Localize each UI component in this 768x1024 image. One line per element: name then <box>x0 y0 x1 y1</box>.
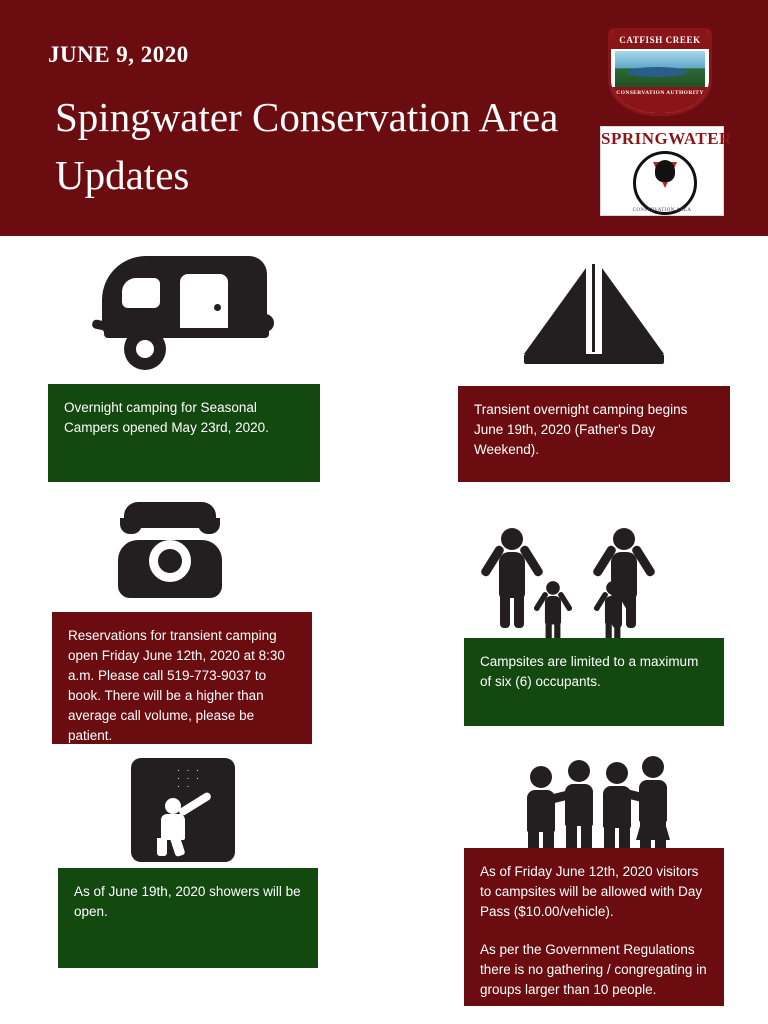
group-person-four <box>634 756 672 852</box>
shower-person-leg-left <box>157 838 167 856</box>
group-person-two <box>560 760 598 856</box>
trailer-door <box>180 274 228 336</box>
family-adult-left <box>484 528 540 622</box>
catfish-logo-top-text: CATFISH CREEK <box>611 31 709 49</box>
springwater-logo-wordmark: SPRINGWATER <box>601 129 732 148</box>
person-leg-right <box>626 594 636 628</box>
panel-text: Overnight camping for Seasonal Campers opened May 23rd, 2020. <box>64 400 269 435</box>
catfish-creek-logo <box>600 26 720 118</box>
telephone-dial <box>149 540 191 582</box>
trailer-door-knob <box>214 304 221 311</box>
trailer-rear-bumper <box>252 314 274 332</box>
springwater-logo-emblem-icon <box>633 151 697 215</box>
tent-base <box>524 354 664 364</box>
person-head <box>606 762 628 784</box>
panel-text-paragraph-2: As per the Government Regulations there is no gathering / congregating in groups larger than 10 people. <box>480 942 707 997</box>
shower-icon <box>131 758 235 862</box>
poster-header <box>0 0 768 236</box>
panel-day-pass <box>464 848 724 1006</box>
person-leg-left <box>500 594 510 628</box>
family-group-icon <box>484 512 698 622</box>
trailer-wheel <box>124 328 166 370</box>
panel-occupancy-limit <box>464 638 724 726</box>
person-torso <box>499 552 525 598</box>
person-leg-right <box>655 818 666 852</box>
shower-person-body <box>161 814 185 840</box>
person-head <box>530 766 552 788</box>
panel-text: Reservations for transient camping open Friday June 12th, 2020 at 8:30 a.m. Please call 519-773-9037 to book. There will be a higher than average call volume, please be patient. <box>68 628 285 743</box>
group-person-three <box>598 762 636 858</box>
springwater-logo <box>600 126 732 216</box>
panel-text: Transient overnight camping begins June 19th, 2020 (Father's Day Weekend). <box>474 402 688 457</box>
tent-icon <box>524 258 664 364</box>
person-head <box>568 760 590 782</box>
catfish-creek-shield-icon <box>608 28 712 116</box>
person-torso <box>565 784 593 826</box>
people-group-icon <box>516 752 676 862</box>
shower-person-head <box>165 798 181 814</box>
tent-pole <box>592 264 595 352</box>
camper-trailer-icon <box>92 256 282 366</box>
person-torso <box>545 596 561 625</box>
telephone-handset <box>124 502 216 528</box>
person-torso <box>527 790 555 832</box>
person-torso <box>611 552 637 598</box>
person-leg-left <box>612 594 622 628</box>
trailer-window <box>122 278 160 308</box>
person-leg-right <box>514 594 524 628</box>
person-head <box>642 756 664 778</box>
springwater-logo-subtext: CONSERVATION AREA <box>632 208 692 213</box>
catfish-logo-bottom-text: CONSERVATION AUTHORITY <box>611 87 709 113</box>
panel-reservations <box>52 612 312 744</box>
tent-right-panel <box>602 268 664 354</box>
catfish-logo-artwork <box>615 51 705 89</box>
panel-text-paragraph-1: As of Friday June 12th, 2020 visitors to campsites will be allowed with Day Pass ($10.00/vehicle). <box>480 864 703 919</box>
shower-water-drops: · · · · · · · · <box>177 765 201 791</box>
bird-icon <box>653 162 677 188</box>
person-leg-left <box>640 818 651 852</box>
panel-text: As of June 19th, 2020 showers will be open. <box>74 884 301 919</box>
panel-transient-camping <box>458 386 730 482</box>
panel-showers <box>58 868 318 968</box>
tent-left-panel <box>524 268 586 354</box>
family-adult-right <box>596 528 652 622</box>
person-head <box>501 528 523 550</box>
person-head <box>613 528 635 550</box>
person-torso <box>603 786 631 828</box>
family-child-one <box>538 581 569 622</box>
page-title: Spingwater Conservation Area Updates <box>55 94 559 198</box>
header-date: JUNE 9, 2020 <box>48 42 189 67</box>
telephone-icon <box>118 502 222 598</box>
panel-seasonal-camping <box>48 384 320 482</box>
panel-text: Campsites are limited to a maximum of six (6) occupants. <box>480 654 699 689</box>
